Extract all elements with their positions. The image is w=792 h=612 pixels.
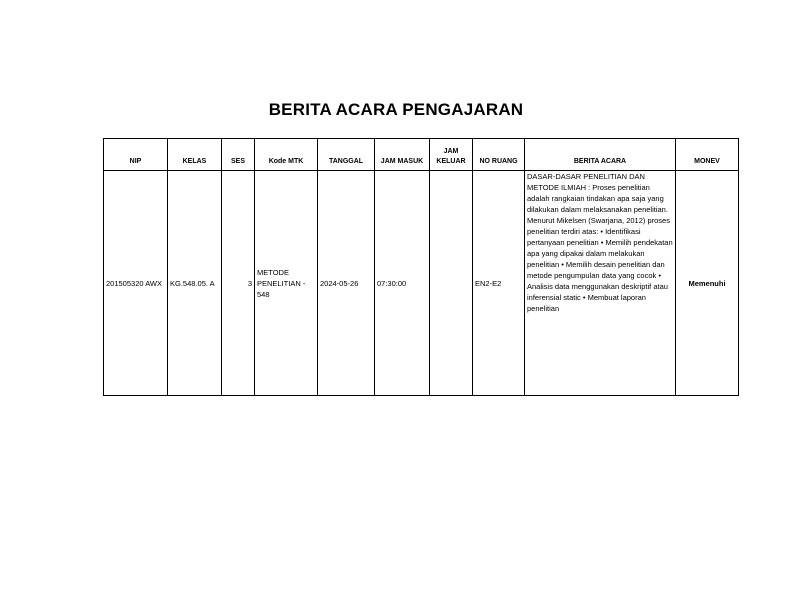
table-row [104,171,739,396]
page-title: BERITA ACARA PENGAJARAN [268,100,524,119]
cell-jam-masuk: 07:30:00 [375,171,430,396]
header-kode-mtk: Kode MTK [255,139,318,171]
header-tanggal: TANGGAL [318,139,375,171]
header-jam-keluar: JAM KELUAR [430,139,473,171]
cell-monev: Memenuhi [676,171,739,396]
header-kelas: KELAS [168,139,222,171]
header-jam-masuk: JAM MASUK [375,139,430,171]
header-berita-acara: BERITA ACARA [525,139,676,171]
cell-tanggal: 2024-05-26 [318,171,375,396]
cell-kode-mtk: METODE PENELITIAN - 548 [255,171,318,396]
header-nip: NIP [104,139,168,171]
cell-jam-keluar [430,171,473,396]
header-ses: SES [222,139,255,171]
cell-nip: 201505320 AWX [104,171,168,396]
cell-berita-acara: DASAR-DASAR PENELITIAN DAN METODE ILMIAH : Proses penelitian adalah rangkaian tindakan apa saja yang dilakukan dalam melaksanakan penelitian. Menurut Mikelsen (Swarjana, 2012) proses penelitian terdiri atas: • Identifikasi pertanyaan penelitian • Memilih pendekatan apa yang dipakai dalam melakukan penelitian • Memilih desain penelitian dan metode pengumpulan data yang cocok • Analisis data menggunakan deskriptif atau inferensial static • Membuat laporan penelitian [525,171,676,396]
cell-kelas: KG.548.05. A [168,171,222,396]
header-no-ruang: NO RUANG [473,139,525,171]
header-monev: MONEV [676,139,739,171]
table-header-row [104,139,739,171]
cell-ses: 3 [222,171,255,396]
cell-no-ruang: EN2-E2 [473,171,525,396]
teaching-report-table [103,138,739,396]
